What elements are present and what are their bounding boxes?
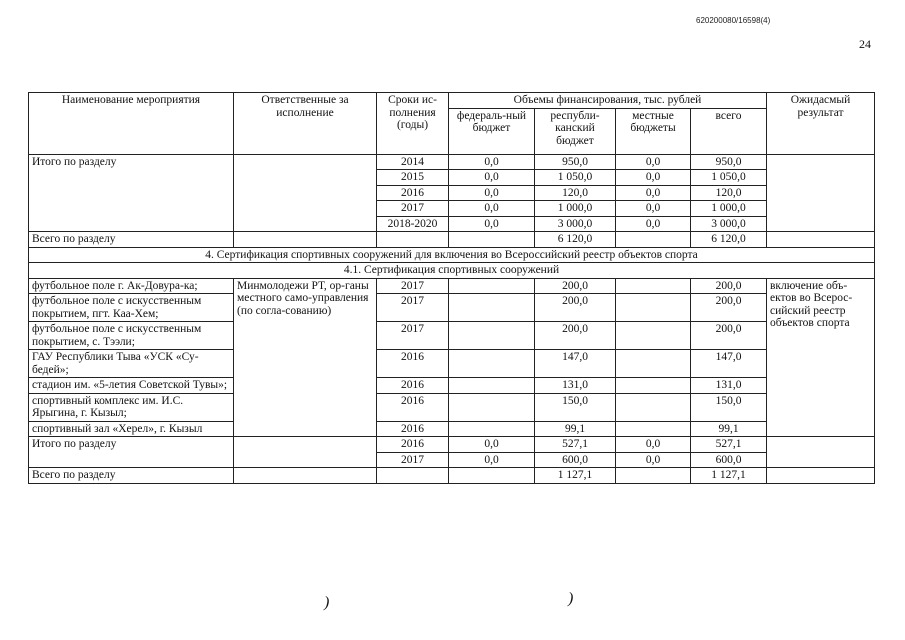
republic-cell: 1 050,0 [535, 170, 616, 186]
empty-cell [616, 378, 691, 394]
empty-cell [449, 322, 535, 350]
republic-cell: 120,0 [535, 185, 616, 201]
republic-cell: 6 120,0 [535, 232, 616, 248]
empty-cell [377, 232, 449, 248]
empty-cell [616, 322, 691, 350]
year-cell: 2016 [377, 393, 449, 421]
empty-cell [449, 294, 535, 322]
republic-cell: 527,1 [535, 437, 616, 453]
republic-cell: 150,0 [535, 393, 616, 421]
local-cell: 0,0 [616, 185, 691, 201]
header-funding: Объемы финансирования, тыс. рублей [449, 93, 767, 109]
republic-cell: 600,0 [535, 452, 616, 468]
federal-cell: 0,0 [449, 170, 535, 186]
empty-cell [449, 232, 535, 248]
header-responsible: Ответственные за исполнение [234, 93, 377, 155]
year-cell: 2014 [377, 154, 449, 170]
total-cell: 1 000,0 [691, 201, 767, 217]
total-cell: 131,0 [691, 378, 767, 394]
subtotal-label: Итого по разделу [29, 437, 234, 468]
year-cell: 2016 [377, 421, 449, 437]
federal-cell: 0,0 [449, 185, 535, 201]
table-row [29, 154, 875, 170]
responsible-cell: Минмолодежи РТ, ор-ганы местного само-управления (по согла-сованию) [234, 278, 377, 437]
republic-cell: 147,0 [535, 350, 616, 378]
total-cell: 6 120,0 [691, 232, 767, 248]
header-name: Наименование мероприятия [29, 93, 234, 155]
total-cell: 1 050,0 [691, 170, 767, 186]
document-code: 620200080/16598(4) [696, 16, 771, 25]
republic-cell: 950,0 [535, 154, 616, 170]
subsection-4-1-title: 4.1. Сертификация спортивных сооружений [29, 263, 875, 279]
grand-total-label: Всего по разделу [29, 232, 234, 248]
total-cell: 200,0 [691, 278, 767, 294]
republic-cell: 200,0 [535, 278, 616, 294]
empty-cell [234, 437, 377, 468]
empty-cell [234, 232, 377, 248]
table-row [29, 421, 875, 437]
empty-cell [449, 421, 535, 437]
republic-cell: 99,1 [535, 421, 616, 437]
block1-label: Итого по разделу [29, 154, 234, 232]
local-cell: 0,0 [616, 201, 691, 217]
empty-cell [616, 468, 691, 484]
year-cell: 2016 [377, 185, 449, 201]
local-cell: 0,0 [616, 170, 691, 186]
federal-cell: 0,0 [449, 437, 535, 453]
facility-name: спортивный комплекс им. И.С. Ярыгина, г. Кызыл; [29, 393, 234, 421]
grand-total-label: Всего по разделу [29, 468, 234, 484]
page-number: 24 [859, 37, 871, 51]
table-row [29, 393, 875, 421]
result-cell: включение объ-ектов во Всерос-сийский реестр объектов спорта [767, 278, 875, 437]
republic-cell: 131,0 [535, 378, 616, 394]
total-cell: 527,1 [691, 437, 767, 453]
year-cell: 2018-2020 [377, 216, 449, 232]
header-row-top [29, 93, 875, 109]
empty-cell [449, 278, 535, 294]
local-cell: 0,0 [616, 437, 691, 453]
handwritten-mark: ) [324, 594, 330, 611]
local-cell: 0,0 [616, 154, 691, 170]
federal-cell: 0,0 [449, 201, 535, 217]
section-row [29, 247, 875, 263]
total-cell: 3 000,0 [691, 216, 767, 232]
header-republic: республи-канский бюджет [535, 108, 616, 154]
year-cell: 2017 [377, 278, 449, 294]
empty-cell [449, 350, 535, 378]
federal-cell: 0,0 [449, 154, 535, 170]
empty-cell [616, 278, 691, 294]
local-cell: 0,0 [616, 452, 691, 468]
year-cell: 2017 [377, 322, 449, 350]
funding-table [28, 92, 875, 484]
total-cell: 1 127,1 [691, 468, 767, 484]
republic-cell: 200,0 [535, 294, 616, 322]
empty-cell [767, 437, 875, 468]
federal-cell: 0,0 [449, 452, 535, 468]
facility-name: стадион им. «5-летия Советской Тувы»; [29, 378, 234, 394]
year-cell: 2017 [377, 452, 449, 468]
empty-cell [616, 350, 691, 378]
empty-cell [616, 393, 691, 421]
facility-name: футбольное поле с искусственным покрытием, с. Тээли; [29, 322, 234, 350]
year-cell: 2016 [377, 437, 449, 453]
empty-cell [616, 294, 691, 322]
handwritten-mark: ) [568, 590, 574, 607]
total-cell: 200,0 [691, 322, 767, 350]
year-cell: 2015 [377, 170, 449, 186]
header-terms: Сроки ис-полнения (годы) [377, 93, 449, 155]
year-cell: 2017 [377, 294, 449, 322]
facility-name: футбольное поле г. Ак-Довура-ка; [29, 278, 234, 294]
header-total: всего [691, 108, 767, 154]
facility-name: ГАУ Республики Тыва «УСК «Су-бедей»; [29, 350, 234, 378]
empty-cell [234, 468, 377, 484]
total-cell: 147,0 [691, 350, 767, 378]
block1-result-empty [767, 154, 875, 232]
facility-name: спортивный зал «Херел», г. Кызыл [29, 421, 234, 437]
republic-cell: 1 127,1 [535, 468, 616, 484]
republic-cell: 1 000,0 [535, 201, 616, 217]
total-cell: 120,0 [691, 185, 767, 201]
table-row [29, 350, 875, 378]
empty-cell [377, 468, 449, 484]
header-result: Ожидасмый результат [767, 93, 875, 155]
facility-name: футбольное поле с искусственным покрытием, пгт. Каа-Хем; [29, 294, 234, 322]
year-cell: 2017 [377, 201, 449, 217]
empty-cell [767, 468, 875, 484]
block1-responsible-empty [234, 154, 377, 232]
empty-cell [449, 468, 535, 484]
republic-cell: 200,0 [535, 322, 616, 350]
table-row [29, 322, 875, 350]
empty-cell [767, 232, 875, 248]
table-row [29, 378, 875, 394]
federal-cell: 0,0 [449, 216, 535, 232]
header-local: местные бюджеты [616, 108, 691, 154]
header-federal: федераль-ный бюджет [449, 108, 535, 154]
table-row [29, 278, 875, 294]
empty-cell [616, 232, 691, 248]
grand-total-row [29, 468, 875, 484]
total-cell: 600,0 [691, 452, 767, 468]
republic-cell: 3 000,0 [535, 216, 616, 232]
grand-total-row [29, 232, 875, 248]
total-cell: 200,0 [691, 294, 767, 322]
total-cell: 99,1 [691, 421, 767, 437]
subtotal-row [29, 437, 875, 453]
table-row [29, 294, 875, 322]
local-cell: 0,0 [616, 216, 691, 232]
total-cell: 950,0 [691, 154, 767, 170]
year-cell: 2016 [377, 378, 449, 394]
subsection-row [29, 263, 875, 279]
total-cell: 150,0 [691, 393, 767, 421]
empty-cell [616, 421, 691, 437]
section-4-title: 4. Сертификация спортивных сооружений для включения во Всероссийский реестр объектов спорта [29, 247, 875, 263]
empty-cell [449, 378, 535, 394]
year-cell: 2016 [377, 350, 449, 378]
empty-cell [449, 393, 535, 421]
